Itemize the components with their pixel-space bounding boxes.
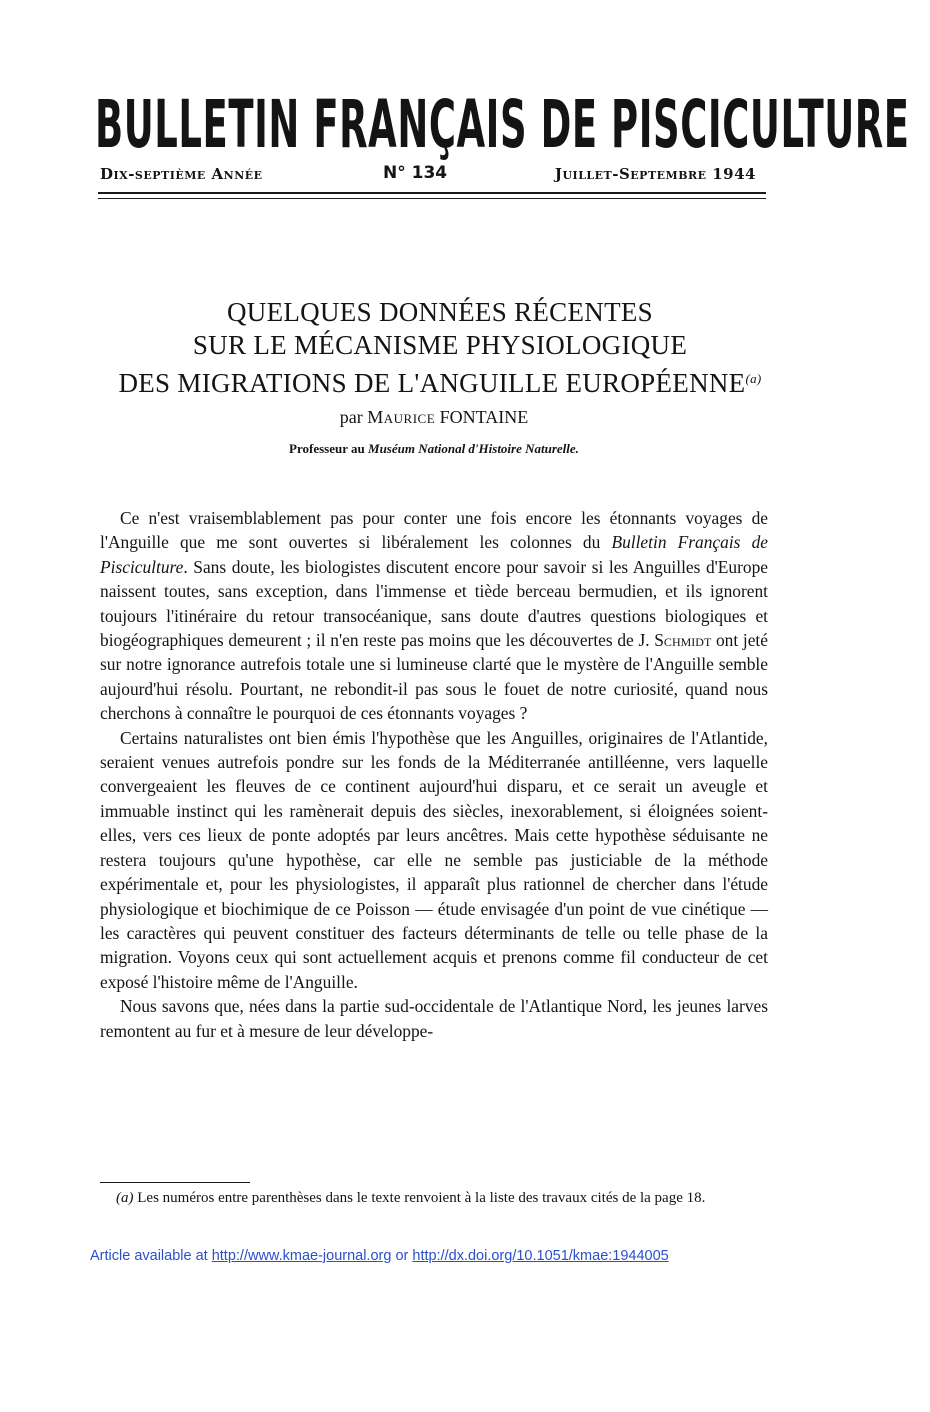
title-line-3 <box>100 362 780 400</box>
footnote-marker: (a) <box>116 1190 134 1206</box>
affiliation-institution: Muséum National d'Histoire Naturelle. <box>368 441 579 456</box>
paragraph-1 <box>100 506 768 726</box>
p1-journal-name: Bulletin Français de Pisciculture <box>100 532 768 577</box>
journal-link[interactable]: http://www.kmae-journal.org <box>211 1248 392 1264</box>
issue-date: Juillet-Septembre 1944 <box>554 165 756 183</box>
p1-part-b: . Sans doute, les biologistes discutent encore pour savoir si les Anguilles d'Europe naissent toutes, sans exception, dans l'immense et tiède berceau bermudien, et ils ignorent toujours l'itinéraire du retour transocéanique, sans doute d'autres questions biologiques et biogéographiques demeurent ; il n'en reste pas moins que les découvertes de J. <box>100 556 768 651</box>
availability-middle: or <box>391 1248 413 1264</box>
article-body <box>100 506 768 1043</box>
affiliation-prefix: Professeur au <box>289 441 365 456</box>
author-affiliation <box>100 441 768 457</box>
footnote-rule <box>100 1182 250 1183</box>
paragraph-3: Nous savons que, nées dans la partie sud-occidentale de l'Atlantique Nord, les jeunes larves remontent au fur et à mesure de leur développe- <box>100 996 768 1041</box>
footnote-text: Les numéros entre parenthèses dans le texte renvoient à la liste des travaux cités de la page 18. <box>133 1190 706 1206</box>
journal-masthead: BULLETIN FRANÇAIS DE PISCICULTURE <box>95 86 910 163</box>
issue-line <box>100 165 756 187</box>
issue-number: N° 134 <box>383 163 448 183</box>
availability-prefix: Article available at <box>90 1248 212 1264</box>
author-last-name: FONTAINE <box>439 407 529 427</box>
issue-year: Dix-septième Année <box>100 165 263 183</box>
p1-part-a: Ce n'est vraisemblablement pas pour conter une fois encore les étonnants voyages de l'Anguille que me sont ouvertes si libéralement les colonnes du <box>100 508 768 553</box>
title-line-1: QUELQUES DONNÉES RÉCENTES <box>227 297 653 327</box>
author-byline <box>100 407 768 428</box>
p1-author-name: Schmidt <box>654 630 712 651</box>
title-line-2: SUR LE MÉCANISME PHYSIOLOGIQUE <box>192 330 688 360</box>
masthead-rule-thick <box>98 192 766 194</box>
article-title <box>100 296 780 400</box>
paragraph-2: Certains naturalistes ont bien émis l'hypothèse que les Anguilles, originaires de l'Atlantide, seraient venues autrefois pondre sur les fonds de la Méditerranée antilléenne, vers laquelle convergeaient les fleuves de ce continent aujourd'hui disparu, et ce serait un aveugle et immuable instinct qui les ramènerait depuis des siècles, inexorablement, si éloignées soient-elles, vers ces lieux de ponte adoptés par leurs ancêtres. Mais cette hypothèse séduisante ne restera toujours qu'une hypothèse, car elle ne semble pas justiciable de la méthode expérimentale et, pour les physiologistes, il apparaît plus rationnel de chercher dans l'étude physiologique et biochimique de ce Poisson — étude envisagée d'un point de vue cinétique — les caractères qui peuvent constituer des facteurs déterminants de telle ou telle phase de la migration. Voyons ceux qui sont actuellement acquis et prenons comme fil conducteur de cet exposé l'histoire même de l'Anguille. <box>100 727 768 992</box>
footnote <box>100 1190 768 1207</box>
byline-par: par <box>339 407 363 427</box>
author-first-name: Maurice <box>367 407 436 427</box>
title-line-3-text: DES MIGRATIONS DE L'ANGUILLE EUROPÉENNE <box>118 368 746 398</box>
availability-notice <box>90 1248 870 1264</box>
masthead-rule-thin <box>98 198 766 199</box>
p1-part-c: ont jeté sur notre ignorance autrefois totale une si lumineuse clarté que le mystère de l'Anguille semble aujourd'hui résolu. Pourtant, ne rebondit-il pas sous le fouet de notre curiosité, quand nous cherchons à connaître le pourquoi de ces étonnants voyages ? <box>100 630 768 724</box>
doi-link[interactable]: http://dx.doi.org/10.1051/kmae:1944005 <box>412 1248 669 1264</box>
title-footnote-marker: (a) <box>745 371 762 386</box>
